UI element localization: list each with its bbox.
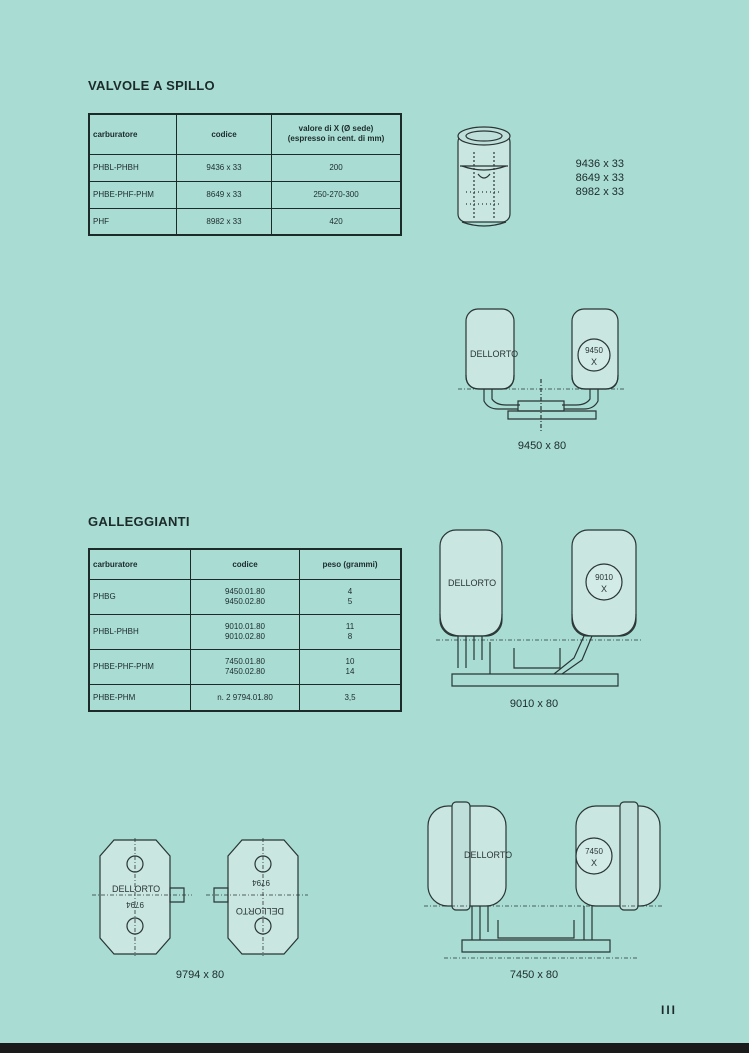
brand-label: DELLORTO xyxy=(112,884,161,894)
cell-carburatore: PHBL-PHBH xyxy=(89,614,191,649)
float-9794-drawing xyxy=(92,838,308,958)
section-title-galleggianti: GALLEGGIANTI xyxy=(88,514,190,529)
page-number: III xyxy=(661,1003,678,1017)
cell-peso: 11 8 xyxy=(300,614,402,649)
cell-carburatore: PHBL-PHBH xyxy=(89,154,177,181)
float-table xyxy=(88,548,402,712)
header-peso: peso (grammi) xyxy=(300,549,402,579)
header-codice: codice xyxy=(177,114,272,154)
float-number-mirrored: 9794 xyxy=(252,878,270,887)
cell-valore: 250-270-300 xyxy=(272,181,402,208)
header-carburatore: carburatore xyxy=(89,114,177,154)
float-x-label: X xyxy=(600,584,608,594)
page-edge xyxy=(0,1043,749,1053)
header-codice: codice xyxy=(191,549,300,579)
brand-label: DELLORTO xyxy=(464,850,513,860)
cell-codice: 8649 x 33 xyxy=(177,181,272,208)
float-7450-drawing xyxy=(424,800,664,964)
cell-peso: 3,5 xyxy=(300,684,402,711)
table-row xyxy=(89,614,401,649)
float-9450-drawing xyxy=(458,305,626,435)
cell-carburatore: PHBG xyxy=(89,579,191,614)
header-carburatore: carburatore xyxy=(89,549,191,579)
table-row xyxy=(89,181,401,208)
brand-label: DELLORTO xyxy=(448,578,497,588)
cell-carburatore: PHBE-PHF-PHM xyxy=(89,181,177,208)
table-header-row xyxy=(89,549,401,579)
table-row xyxy=(89,649,401,684)
float-9010-caption: 9010 x 80 xyxy=(509,698,559,710)
cell-carburatore: PHBE-PHF-PHM xyxy=(89,649,191,684)
brand-label: DELLORTO xyxy=(470,349,519,359)
needle-valve-codes xyxy=(556,157,624,199)
cell-codice: 8982 x 33 xyxy=(177,208,272,235)
float-9450-caption: 9450 x 80 xyxy=(517,440,567,452)
float-number: 9450 xyxy=(585,346,603,355)
cell-codice: 7450.01.80 7450.02.80 xyxy=(191,649,300,684)
code-label: 9436 x 33 xyxy=(575,158,624,170)
float-7450-caption: 7450 x 80 xyxy=(509,969,559,981)
code-label: 8649 x 33 xyxy=(575,172,624,184)
float-number: 7450 xyxy=(585,847,603,856)
table-row xyxy=(89,154,401,181)
section-title-valvole: VALVOLE A SPILLO xyxy=(88,78,215,93)
cell-codice: 9010.01.80 9010.02.80 xyxy=(191,614,300,649)
cell-peso: 10 14 xyxy=(300,649,402,684)
float-number: 9794 xyxy=(126,900,144,909)
needle-valve-table xyxy=(88,113,402,236)
float-x-label: X xyxy=(590,858,598,868)
cell-peso: 4 5 xyxy=(300,579,402,614)
cell-codice: 9436 x 33 xyxy=(177,154,272,181)
cell-carburatore: PHF xyxy=(89,208,177,235)
table-row xyxy=(89,684,401,711)
code-label: 8982 x 33 xyxy=(575,186,624,198)
brand-label-mirrored: DELLORTO xyxy=(235,906,284,916)
cell-codice: 9450.01.80 9450.02.80 xyxy=(191,579,300,614)
float-x-label: X xyxy=(590,357,598,367)
cell-codice: n. 2 9794.01.80 xyxy=(191,684,300,711)
float-9794-caption: 9794 x 80 xyxy=(175,969,225,981)
cell-carburatore: PHBE-PHM xyxy=(89,684,191,711)
float-number: 9010 xyxy=(595,573,613,582)
float-9010-drawing xyxy=(434,528,644,694)
cell-valore: 200 xyxy=(272,154,402,181)
table-header-row xyxy=(89,114,401,154)
table-row xyxy=(89,208,401,235)
header-valore: valore di X (Ø sede) (espresso in cent. di mm) xyxy=(272,114,402,154)
table-row xyxy=(89,579,401,614)
needle-valve-seat-drawing xyxy=(452,122,522,232)
cell-valore: 420 xyxy=(272,208,402,235)
